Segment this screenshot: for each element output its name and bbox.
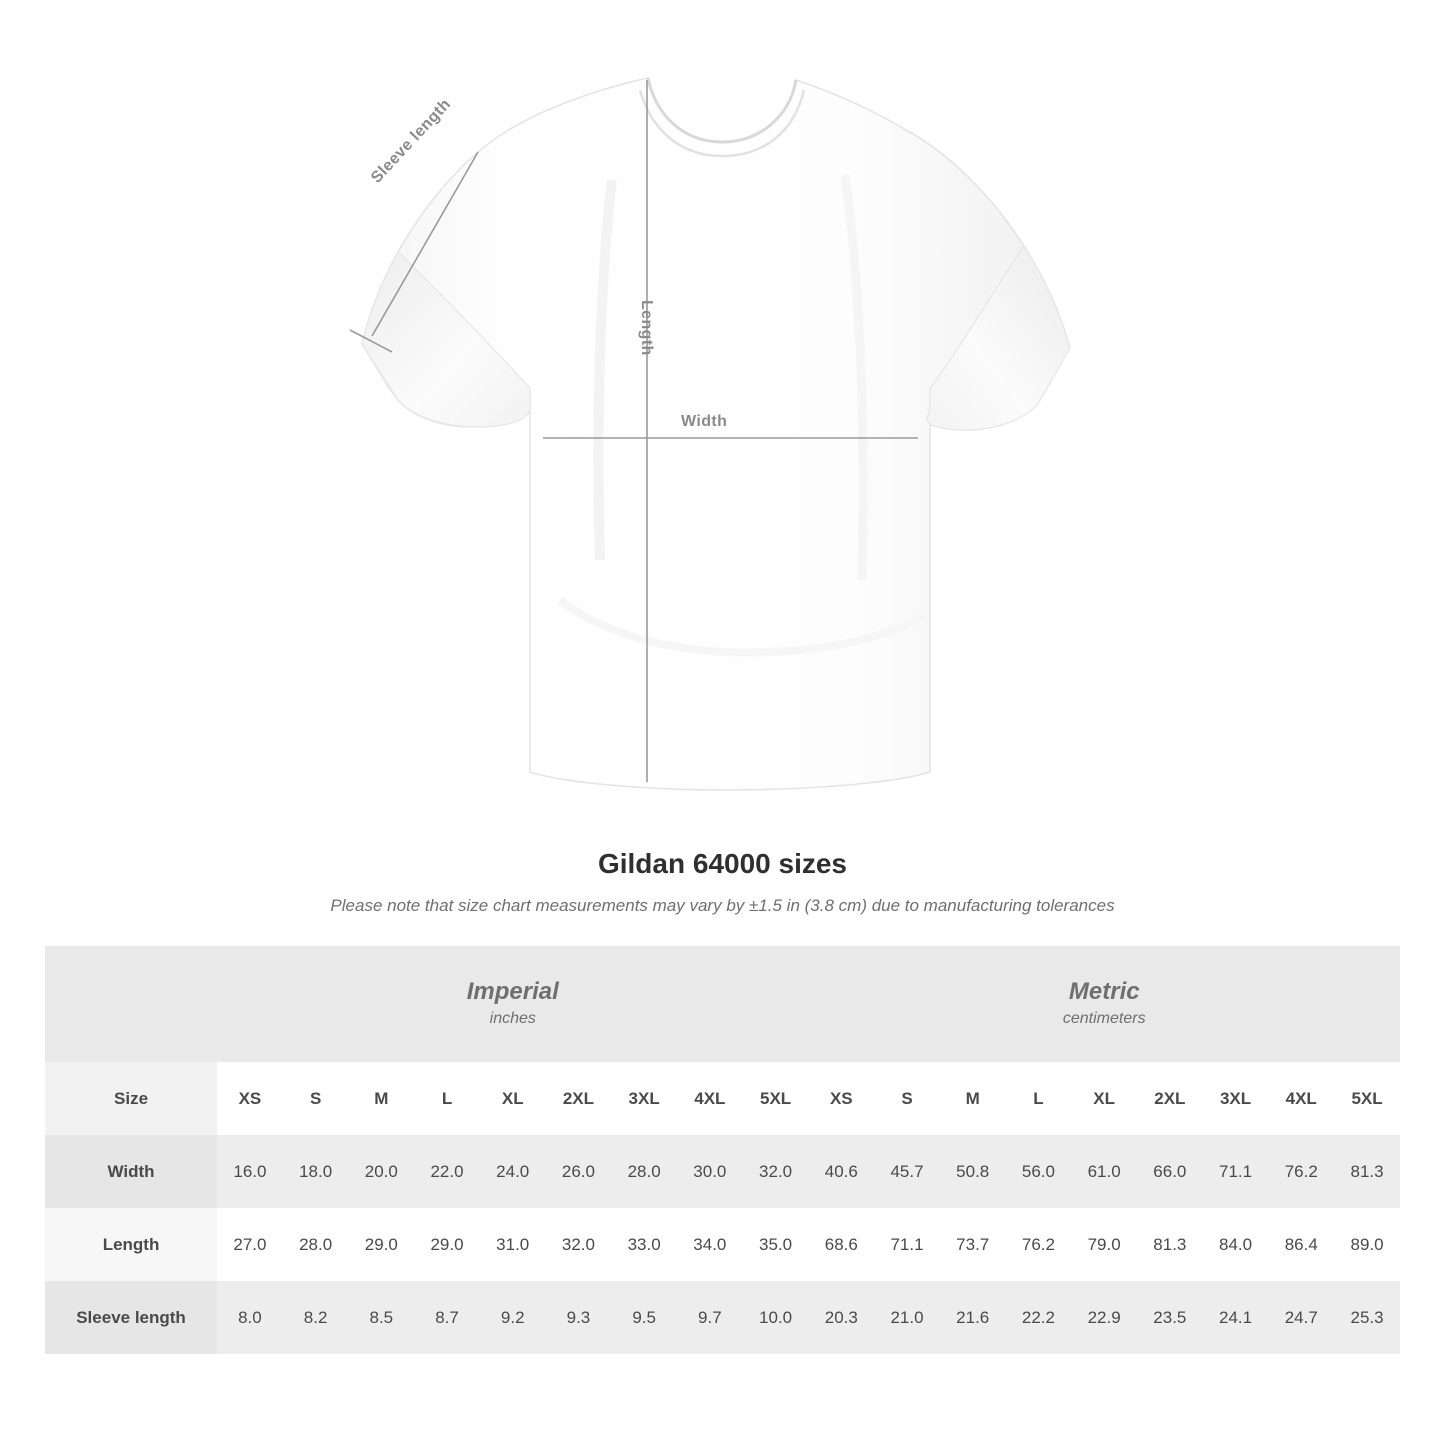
cell-length: 89.0 <box>1334 1208 1400 1281</box>
table-row <box>45 1135 1400 1208</box>
size-header-cell: 2XL <box>1137 1062 1203 1135</box>
cell-width: 32.0 <box>743 1135 809 1208</box>
cell-sleeve: 8.2 <box>283 1281 349 1354</box>
size-header-cell: 5XL <box>1334 1062 1400 1135</box>
cell-length: 76.2 <box>1006 1208 1072 1281</box>
cell-length: 81.3 <box>1137 1208 1203 1281</box>
cell-length: 27.0 <box>217 1208 283 1281</box>
page-title: Gildan 64000 sizes <box>597 848 848 879</box>
cell-length: 73.7 <box>940 1208 1006 1281</box>
cell-sleeve: 22.2 <box>1006 1281 1072 1354</box>
row-label-length: Length <box>45 1208 217 1281</box>
cell-width: 28.0 <box>611 1135 677 1208</box>
cell-sleeve: 9.5 <box>611 1281 677 1354</box>
size-chart-table <box>45 946 1400 1354</box>
cell-length: 29.0 <box>414 1208 480 1281</box>
cell-length: 28.0 <box>283 1208 349 1281</box>
cell-sleeve: 9.3 <box>546 1281 612 1354</box>
imperial-header-cell <box>217 946 808 1062</box>
cell-length: 84.0 <box>1203 1208 1269 1281</box>
imperial-title: Imperial <box>466 978 559 1005</box>
cell-width: 71.1 <box>1203 1135 1269 1208</box>
size-header-cell: 4XL <box>1268 1062 1334 1135</box>
size-header-cell: 5XL <box>743 1062 809 1135</box>
size-header-cell: M <box>940 1062 1006 1135</box>
size-header-cell: 2XL <box>546 1062 612 1135</box>
cell-width: 18.0 <box>283 1135 349 1208</box>
cell-width: 50.8 <box>940 1135 1006 1208</box>
cell-width: 81.3 <box>1334 1135 1400 1208</box>
size-chart-table-wrap <box>45 946 1400 1354</box>
table-row <box>45 1208 1400 1281</box>
cell-sleeve: 24.7 <box>1268 1281 1334 1354</box>
width-dimension-label: Width <box>681 413 728 430</box>
cell-sleeve: 10.0 <box>743 1281 809 1354</box>
imperial-subtitle: inches <box>489 1010 536 1027</box>
size-header-cell: S <box>874 1062 940 1135</box>
metric-title: Metric <box>1068 978 1140 1005</box>
cell-width: 66.0 <box>1137 1135 1203 1208</box>
cell-length: 79.0 <box>1071 1208 1137 1281</box>
cell-width: 61.0 <box>1071 1135 1137 1208</box>
table-row <box>45 1281 1400 1354</box>
cell-width: 26.0 <box>546 1135 612 1208</box>
sleeve-length-dimension-label: Sleeve length <box>368 95 455 187</box>
cell-sleeve: 23.5 <box>1137 1281 1203 1354</box>
size-header-cell: L <box>414 1062 480 1135</box>
row-label-width: Width <box>45 1135 217 1208</box>
cell-width: 20.0 <box>348 1135 414 1208</box>
cell-sleeve: 8.7 <box>414 1281 480 1354</box>
cell-sleeve: 25.3 <box>1334 1281 1400 1354</box>
size-header-cell: L <box>1006 1062 1072 1135</box>
metric-header-cell <box>808 946 1400 1062</box>
cell-sleeve: 9.2 <box>480 1281 546 1354</box>
cell-length: 86.4 <box>1268 1208 1334 1281</box>
cell-width: 22.0 <box>414 1135 480 1208</box>
cell-width: 30.0 <box>677 1135 743 1208</box>
size-header-cell: XS <box>808 1062 874 1135</box>
cell-length: 32.0 <box>546 1208 612 1281</box>
size-header-cell: 3XL <box>1203 1062 1269 1135</box>
row-label-sleeve-length: Sleeve length <box>45 1281 217 1354</box>
size-header-row <box>45 1062 1400 1135</box>
cell-width: 76.2 <box>1268 1135 1334 1208</box>
cell-sleeve: 21.6 <box>940 1281 1006 1354</box>
metric-subtitle: centimeters <box>1062 1010 1146 1027</box>
length-dimension-label: Length <box>638 300 655 356</box>
cell-sleeve: 24.1 <box>1203 1281 1269 1354</box>
cell-length: 33.0 <box>611 1208 677 1281</box>
units-header-row <box>45 946 1400 1062</box>
size-header-cell: 4XL <box>677 1062 743 1135</box>
size-header-cell: 3XL <box>611 1062 677 1135</box>
units-header-spacer <box>45 946 217 1062</box>
cell-width: 45.7 <box>874 1135 940 1208</box>
cell-width: 56.0 <box>1006 1135 1072 1208</box>
cell-sleeve: 9.7 <box>677 1281 743 1354</box>
cell-width: 24.0 <box>480 1135 546 1208</box>
cell-length: 68.6 <box>808 1208 874 1281</box>
title-block <box>0 848 1445 916</box>
cell-width: 16.0 <box>217 1135 283 1208</box>
size-row-label: Size <box>45 1062 217 1135</box>
cell-sleeve: 22.9 <box>1071 1281 1137 1354</box>
cell-sleeve: 21.0 <box>874 1281 940 1354</box>
cell-length: 34.0 <box>677 1208 743 1281</box>
size-header-cell: XS <box>217 1062 283 1135</box>
size-header-cell: XL <box>480 1062 546 1135</box>
size-header-cell: XL <box>1071 1062 1137 1135</box>
cell-sleeve: 8.5 <box>348 1281 414 1354</box>
cell-length: 35.0 <box>743 1208 809 1281</box>
cell-sleeve: 20.3 <box>808 1281 874 1354</box>
cell-length: 31.0 <box>480 1208 546 1281</box>
cell-length: 71.1 <box>874 1208 940 1281</box>
size-header-cell: S <box>283 1062 349 1135</box>
size-header-cell: M <box>348 1062 414 1135</box>
cell-length: 29.0 <box>348 1208 414 1281</box>
cell-sleeve: 8.0 <box>217 1281 283 1354</box>
tolerance-note: Please note that size chart measurements may vary by ±1.5 in (3.8 cm) due to manufacturing tolerances <box>330 896 1115 915</box>
cell-width: 40.6 <box>808 1135 874 1208</box>
